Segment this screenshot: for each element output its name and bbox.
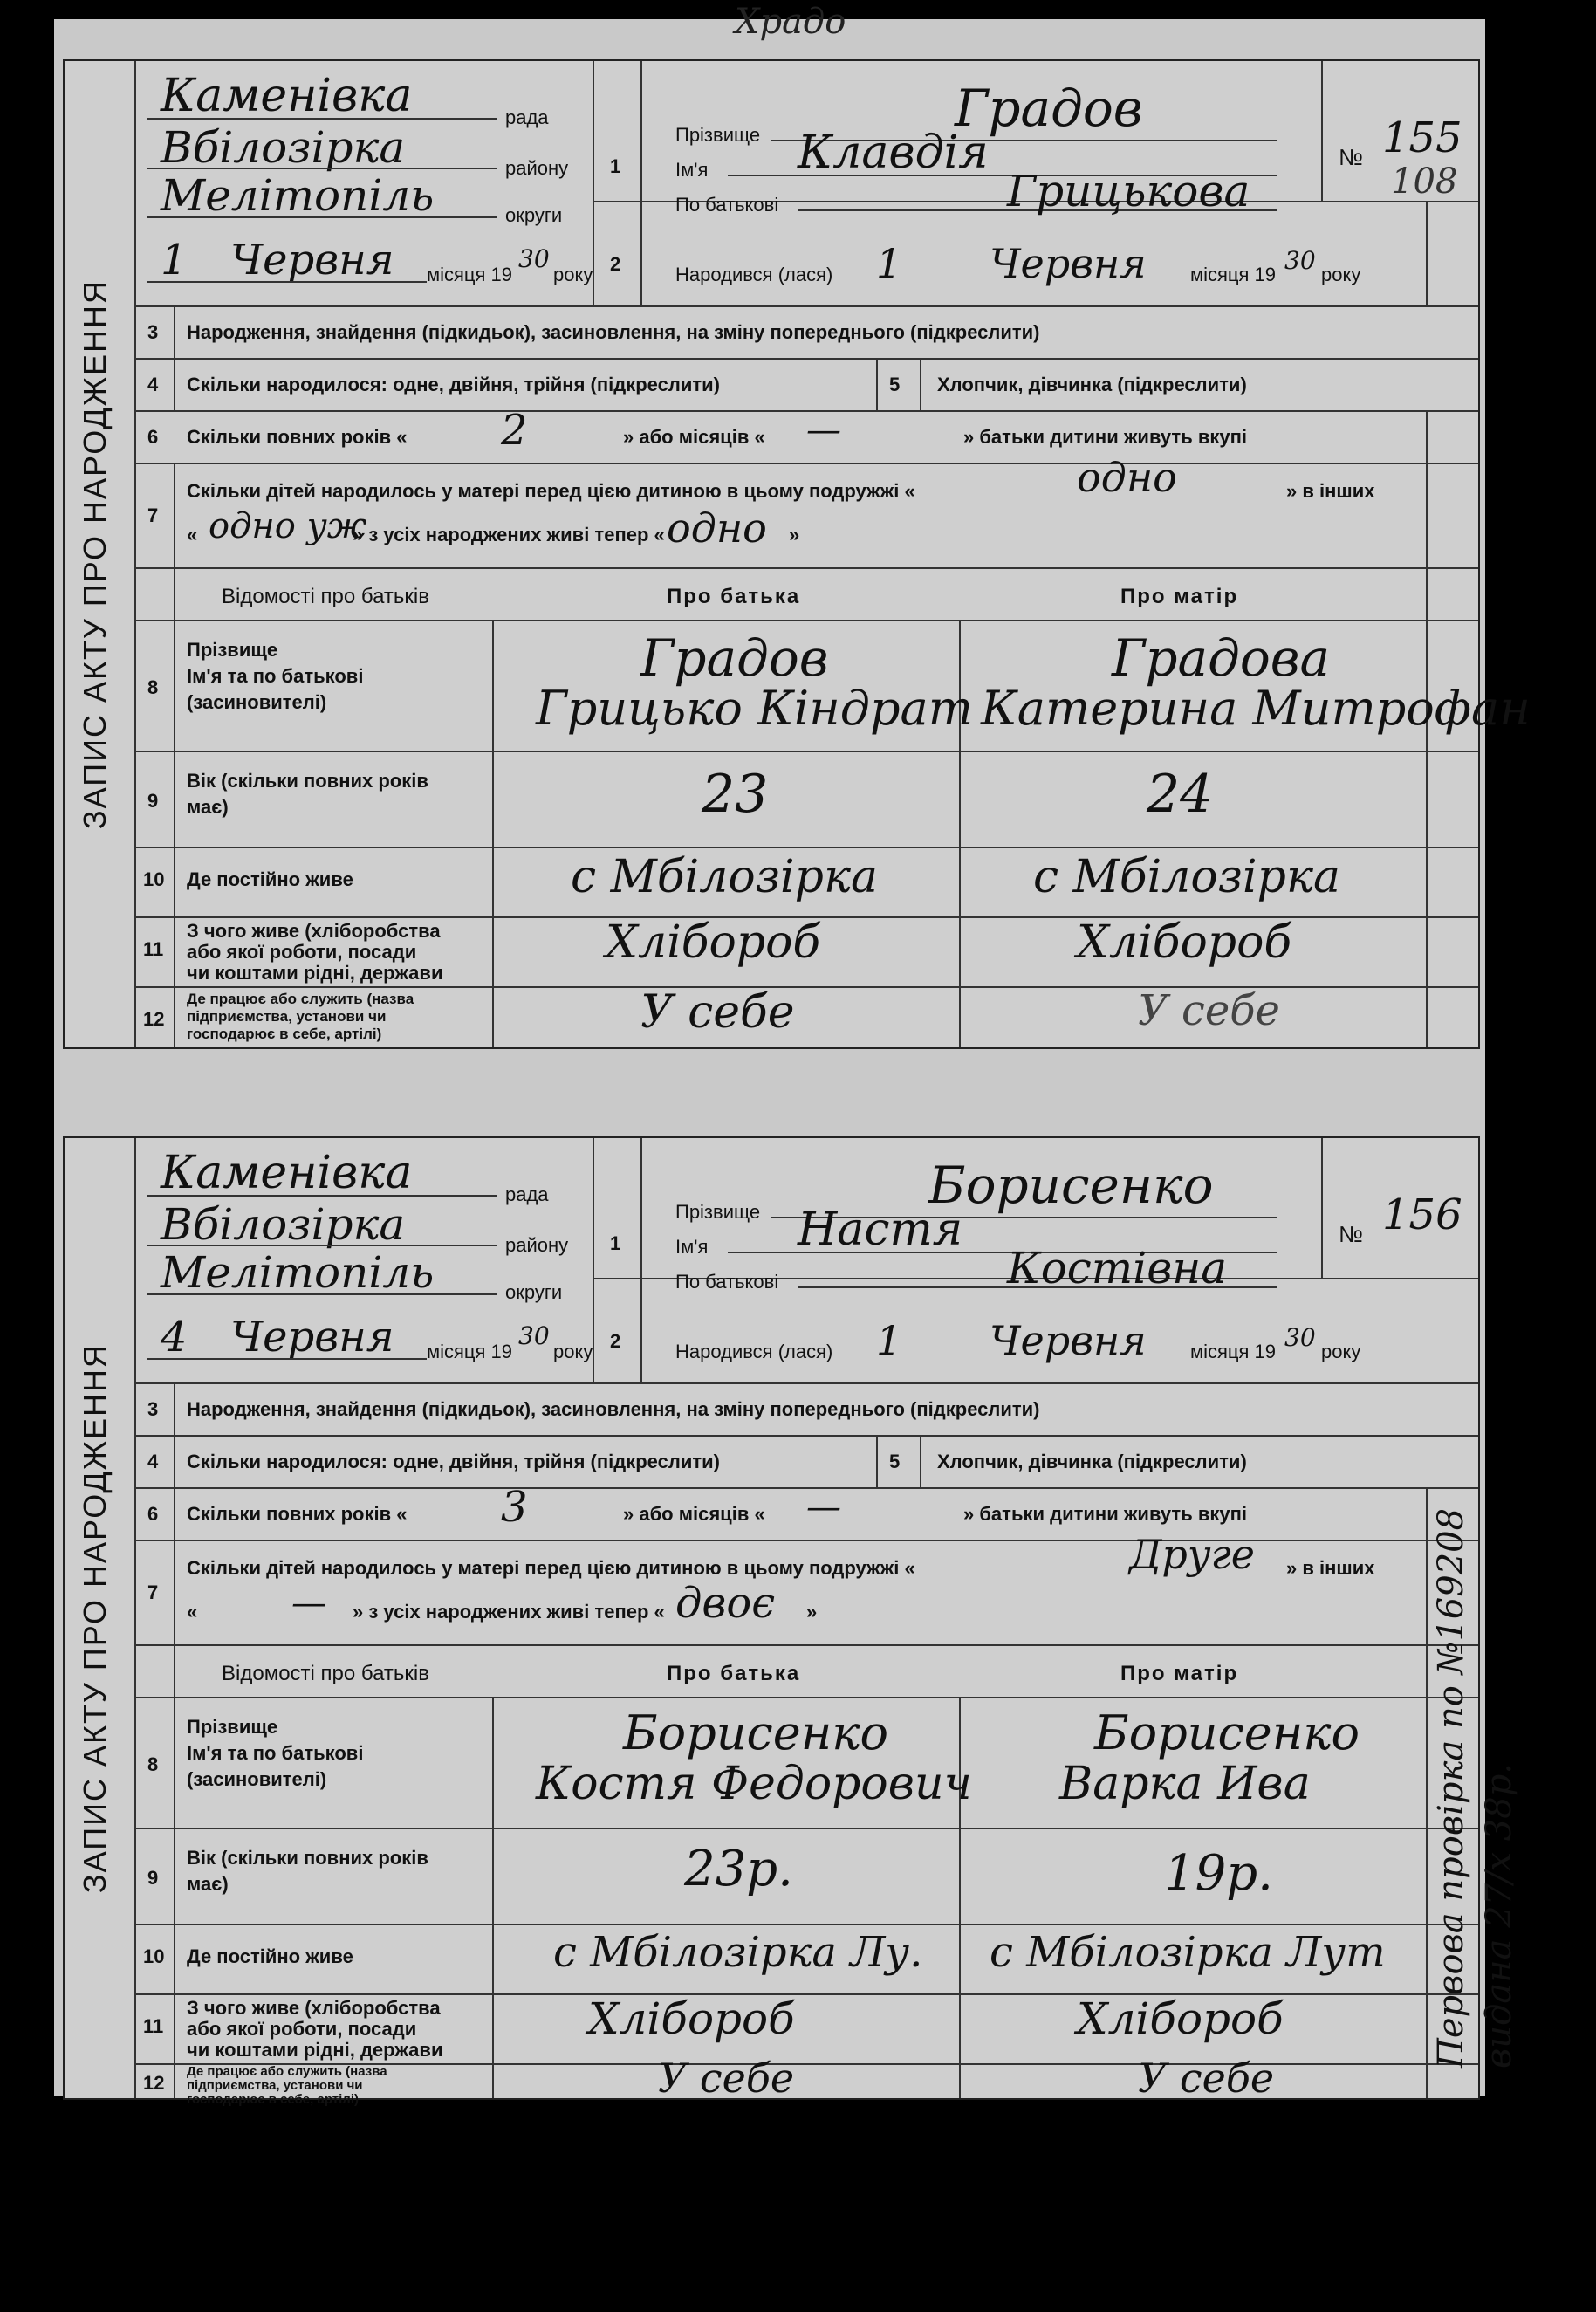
children-in-marriage: одно (1077, 454, 1177, 501)
father-work: У себе (658, 2055, 795, 2102)
children-in-marriage: Друге (1129, 1531, 1255, 1578)
reg-day: 4 (161, 1313, 188, 1362)
reg-month: Червня (230, 236, 394, 285)
father-surname: Градов (640, 628, 829, 688)
rada-label: рада (505, 106, 549, 128)
birth-record-155: ЗАПИС АКТУ ПРО НАРОДЖЕННЯ Каменівка рада Вбілозірка району Мелітопіль округи 1 Червня місяця 19 30 року 1 Прізвище Градов Ім'я Клавдія По батькові Грицькова № 155 108 2 Народився (лася) 1 Червня місяця 19 30 року 3 Народження, знайдення (підкидьок), засиновлення, на зміну попереднього (підкреслити) 4 Скільки народилося: одне, двійня, трійня (підкреслити) 5 Хлопчик, дівчинка (підкреслити) 6 Скільки повних років « 2 » або місяців « — » батьки дитини живуть вкупі 7 Скільки дітей народилось у матері перед цією дитиною в цьому подружжі « одно » в інших « одно уж » з усіх народжених живі тепер « одно » Відомості про батьків Про батька Про матір 8 Прізвище Ім'я та по батькові (засиновителі) Градов Грицько Кіндрат Градова Катерина Митрофан 9 Вік (скільки повних років має) 23 24 10 Де постійно живе с Мбілозірка с Мбілозірка 11 З чого живе (хліборобства або якої роботи, посади чи коштами рідні, держави Хлібороб Хлібороб 12 Де працює або служить (назва підприємства, установи чи господарює в себе, артілі) У себе У себе (63, 59, 1480, 1049)
months-together: — (806, 410, 841, 450)
row-5-text: Хлопчик, дівчинка (підкреслити) (937, 374, 1247, 395)
mother-header: Про матір (1120, 585, 1239, 608)
children-other: одно уж (209, 506, 367, 546)
form-side-label: ЗАПИС АКТУ ПРО НАРОДЖЕННЯ (77, 278, 113, 830)
father-lives: с Мбілозірка Лу. (553, 1928, 923, 1977)
name-value: Настя (798, 1204, 963, 1256)
side-note (1431, 1379, 1536, 2077)
mother-name: Катерина Митрофан (981, 681, 1531, 736)
rada-value: Каменівка (161, 70, 413, 122)
okrug-label: округи (505, 204, 563, 226)
mother-work: У себе (1138, 986, 1280, 1035)
birth-month: Червня (990, 1317, 1147, 1364)
name-value: Клавдія (798, 127, 989, 179)
mother-work: У себе (1138, 2055, 1275, 2102)
birth-record-156: ЗАПИС АКТУ ПРО НАРОДЖЕННЯ Каменівка рада Вбілозірка району Мелітопіль округи 4 Червня місяця 19 30 року 1 Прізвище Борисенко Ім'я Настя По батькові Костівна № 156 2 Народився (лася) 1 Червня місяця 19 30 року 3 Народження, знайдення (підкидьок), засиновлення, на зміну попереднього (підкреслити) 4 Скільки народилося: одне, двійня, трійня (підкреслити) 5 Хлопчик, дівчинка (підкреслити) 6 Скільки повних років « 3 » або місяців « — » батьки дитини живуть вкупі 7 Скільки дітей народилось у матері перед цією дитиною в цьому подружжі « Друге » в інших « — » з усіх народжених живі тепер « двоє » Відомості про батьків Про батька Про матір 8 Прізвище Ім'я та по батькові (засиновителі) Борисенко Костя Федорович Борисенко Варка Ива 9 Вік (скільки повних років має) 23р. 19р. 10 Де постійно живе с Мбілозірка Лу. с Мбілозірка Лут 11 З чого живе (хліборобства або якої роботи, посади чи коштами рідні, держави Хлібороб Хлібороб 12 Де працює або служить (назва підприємства, установи чи господарює в себе, артілі) У себе У себе (63, 1136, 1480, 2100)
record-number-extra: 108 (1391, 161, 1458, 202)
years-together: 3 (501, 1483, 528, 1532)
name-label: Ім'я (675, 159, 709, 181)
side-note-line-1: Первова провірка по №169208 (1431, 1507, 1471, 2068)
father-surname: Борисенко (623, 1705, 889, 1760)
top-handwriting: Храдо (735, 2, 846, 42)
reg-day: 1 (161, 236, 188, 285)
birth-month: Червня (990, 240, 1147, 287)
surname-value: Борисенко (928, 1156, 1214, 1215)
patronymic-label: По батькові (675, 194, 779, 216)
children-alive: двоє (675, 1579, 776, 1628)
record-number: 156 (1382, 1190, 1462, 1239)
mother-income: Хлібороб (1077, 1993, 1284, 2044)
okrug-value: Мелітопіль (161, 1247, 435, 1298)
reg-year: 30 (518, 244, 550, 273)
reg-year: 30 (518, 1321, 550, 1350)
father-name: Костя Федорович (536, 1758, 972, 1810)
form-side-label: ЗАПИС АКТУ ПРО НАРОДЖЕННЯ (77, 1342, 113, 1894)
surname-value: Градов (955, 79, 1143, 138)
father-age: 23 (702, 764, 769, 825)
record-number: 155 (1382, 113, 1462, 162)
row-4-text: Скільки народилося: одне, двійня, трійня (підкреслити) (187, 374, 720, 395)
children-other: — (291, 1583, 326, 1623)
father-lives: с Мбілозірка (571, 851, 879, 903)
patronymic-value: Костівна (1007, 1243, 1228, 1293)
father-header: Про батька (667, 585, 801, 608)
father-work: У себе (640, 986, 795, 1039)
birth-day: 1 (876, 240, 902, 287)
birth-year: 30 (1284, 246, 1316, 275)
father-income: Хлібороб (588, 1993, 795, 2044)
okrug-value: Мелітопіль (161, 170, 435, 221)
raion-value: Вбілозірка (161, 1199, 406, 1250)
rada-value: Каменівка (161, 1147, 413, 1199)
mother-age: 19р. (1164, 1845, 1273, 1902)
parents-header: Відомості про батьків (222, 585, 429, 608)
years-together: 2 (501, 406, 528, 455)
side-note-line-2: видана 27/х 38р. (1479, 1762, 1519, 2068)
mother-income: Хлібороб (1077, 916, 1292, 969)
reg-month: Червня (230, 1313, 394, 1362)
mother-surname: Борисенко (1094, 1705, 1360, 1760)
father-age: 23р. (684, 1841, 793, 1897)
mother-age: 24 (1147, 764, 1214, 825)
birth-day: 1 (876, 1317, 902, 1364)
mother-name: Варка Ива (1059, 1758, 1311, 1810)
row-3-text: Народження, знайдення (підкидьок), засиновлення, на зміну попереднього (підкреслити) (187, 321, 1040, 343)
surname-label: Прізвище (675, 124, 761, 146)
mother-surname: Градова (1112, 628, 1331, 688)
months-together: — (806, 1487, 841, 1527)
children-alive: одно (667, 504, 767, 552)
father-name: Грицько Кіндрат (536, 681, 973, 736)
birth-year: 30 (1284, 1323, 1316, 1352)
mother-lives: с Мбілозірка (1033, 851, 1341, 903)
left-border (134, 61, 136, 1047)
father-income: Хлібороб (606, 916, 821, 969)
number-label: № (1339, 144, 1363, 170)
mother-lives: с Мбілозірка Лут (990, 1928, 1386, 1977)
raion-label: району (505, 157, 569, 179)
raion-value: Вбілозірка (161, 122, 406, 173)
patronymic-value: Грицькова (1007, 166, 1250, 216)
